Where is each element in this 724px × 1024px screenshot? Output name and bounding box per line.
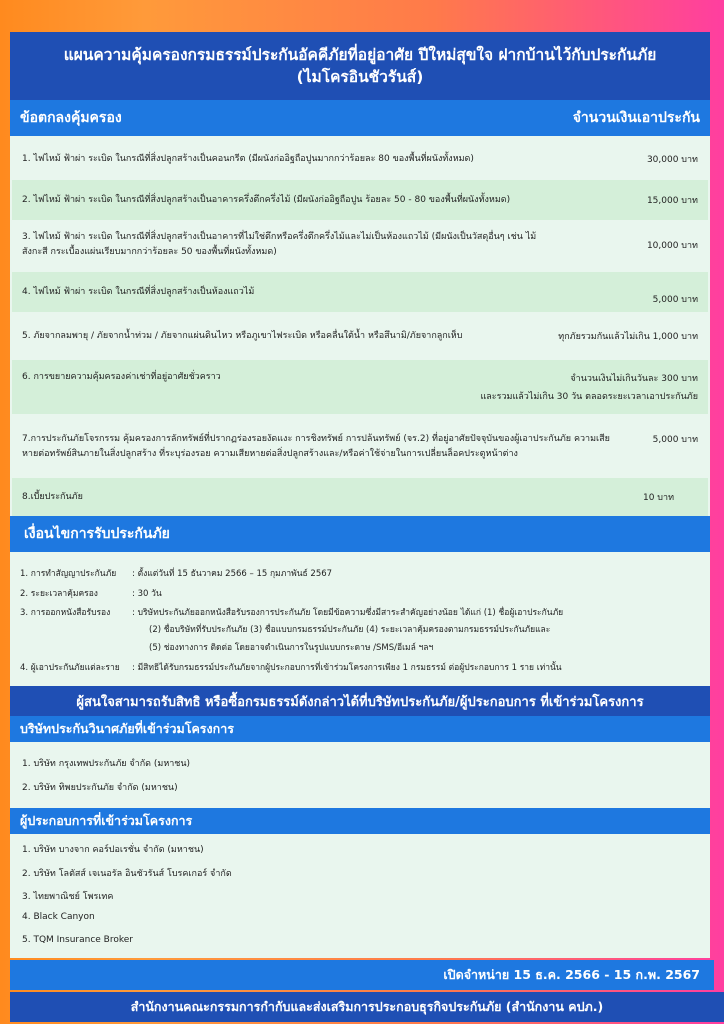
coverage-amount: 10 บาท [642, 493, 674, 503]
condition-item-3-cont-1: (2) ชื่อบริษัทที่รับประกันภัย (3) ชื่อแบบกรมธรรม์ประกันภัย (4) ระยะเวลาคุ้มครองตามกรมธรรม์ประกันภัยและ [149, 625, 551, 635]
condition-value: : 30 วัน [132, 589, 162, 599]
condition-item-1 [20, 566, 332, 580]
insurers-list [12, 742, 708, 804]
condition-label: 2. ระยะเวลาคุ้มครอง [20, 589, 98, 599]
list-item: 4. Black Canyon [22, 912, 95, 922]
condition-item-4 [20, 660, 562, 674]
list-item: 3. ไทยพาณิชย์ โพรเทค [22, 892, 114, 902]
office-name: สำนักงานคณะกรรมการกำกับและส่งเสริมการประกอบธุรกิจประกันภัย (สำนักงาน คปภ.) [10, 992, 724, 1022]
coverage-row-1 [12, 138, 708, 180]
list-item: 1. บริษัท กรุงเทพประกันภัย จำกัด (มหาชน) [22, 759, 191, 769]
coverage-row-7 [12, 416, 708, 478]
title-line-2: (ไมโครอินชัวรันส์) [296, 68, 424, 86]
list-item: 2. บริษัท ทิพยประกันภัย จำกัด (มหาชน) [22, 783, 178, 793]
condition-item-2 [20, 586, 162, 600]
coverage-text: 7.การประกันภัยโจรกรรม คุ้มครองการลักทรัพย์ที่ปรากฏร่องรอยงัดแงะ การชิงทรัพย์ การปล้นทรัพย์ (จร.2) ที่อยู่อาศัยปัจจุบันของผู้เอาประกันภัย ความเสียหายต่อทรัพย์สินภายในสิ่งปลูกสร้าง ที่ระบุร่องรอย ความเสียหายต่อสิ่งปลูกสร้างและ/หรือค่าใช้จ่ายในการเปลี่ยนล็อคประตูหน้าต่าง [22, 434, 610, 459]
conditions-header: เงื่อนไขการรับประกันภัย [10, 516, 710, 552]
operators-header: ผู้ประกอบการที่เข้าร่วมโครงการ [10, 808, 710, 834]
condition-value: : บริษัทประกันภัยออกหนังสือรับรองการประกันภัย โดยมีข้อความซึ่งมีสาระสำคัญอย่างน้อย ได้แก่ (1) ชื่อผู้เอาประกันภัย [132, 608, 564, 618]
coverage-amount: จำนวนเงินไม่เกินวันละ 300 บาท [570, 374, 698, 384]
list-item: 2. บริษัท โลตัสส์ เจเนอรัล อินชัวรันส์ โบรคเกอร์ จำกัด [22, 869, 232, 879]
condition-label: 1. การทำสัญญาประกันภัย [20, 569, 117, 579]
coverage-row-8 [12, 478, 708, 516]
coverage-text: 8.เบี้ยประกันภัย [22, 491, 83, 502]
coverage-amount: 5,000 บาท [652, 295, 698, 305]
coverage-row-4 [12, 272, 708, 312]
sale-period: เปิดจำหน่าย 15 ธ.ค. 2566 - 15 ก.พ. 2567 [10, 960, 714, 990]
coverage-text: 5. ภัยจากลมพายุ / ภัยจากน้ำท่วม / ภัยจากแผ่นดินไหว หรือภูเขาไฟระเบิด หรือคลื่นใต้น้ำ หรือสึนามิ/ภัยจากลูกเห็บ [22, 330, 463, 341]
coverage-amount: ทุกภัยรวมกันแล้วไม่เกิน 1,000 บาท [558, 332, 698, 342]
page-title [10, 32, 710, 100]
list-item: 1. บริษัท บางจาก คอร์ปอเรชั่น จำกัด (มหาชน) [22, 845, 204, 855]
coverage-amount-note: และรวมแล้วไม่เกิน 30 วัน ตลอดระยะเวลาเอาประกันภัย [480, 392, 698, 402]
coverage-text: 1. ไฟไหม้ ฟ้าผ่า ระเบิด ในกรณีที่สิ่งปลูกสร้างเป็นคอนกรีต (มีผนังก่ออิฐถือปูนมากกว่าร้อยละ 80 ของพื้นที่ผนังทั้งหมด) [22, 153, 474, 164]
participation-notice: ผู้สนใจสามารถรับสิทธิ หรือซื้อกรมธรรม์ดังกล่าวได้ที่บริษัทประกันภัย/ผู้ประกอบการ ที่เข้าร่วมโครงการ [10, 686, 710, 716]
coverage-header-right: จำนวนเงินเอาประกัน [572, 110, 700, 126]
coverage-header-left: ข้อตกลงคุ้มครอง [20, 110, 122, 126]
title-line-1: แผนความคุ้มครองกรมธรรม์ประกันอัคคีภัยที่อยู่อาศัย ปีใหม่สุขใจ ฝากบ้านไว้กับประกันภัย [63, 46, 657, 64]
coverage-text: 3. ไฟไหม้ ฟ้าผ่า ระเบิด ในกรณีที่สิ่งปลูกสร้างเป็นอาคารที่ไม่ใช่ตึกหรือครึ่งตึกครึ่งไม้และไม่เป็นห้องแถวไม้ (มีผนังเป็นวัสดุอื่นๆ เช่น ไม้ สังกะสี กระเบื้องแผ่นเรียบมากกว่าร้อยละ 50 ของพื้นที่ผนังทั้งหมด) [22, 232, 537, 257]
list-item: 5. TQM Insurance Broker [22, 935, 133, 945]
coverage-header [10, 100, 710, 136]
coverage-text: 4. ไฟไหม้ ฟ้าผ่า ระเบิด ในกรณีที่สิ่งปลูกสร้างเป็นห้องแถวไม้ [22, 286, 255, 297]
coverage-row-2 [12, 180, 708, 220]
coverage-amount: 30,000 บาท [646, 155, 698, 165]
coverage-text: 2. ไฟไหม้ ฟ้าผ่า ระเบิด ในกรณีที่สิ่งปลูกสร้างเป็นอาคารครึ่งตึกครึ่งไม้ (มีผนังก่ออิฐถือปูน ร้อยละ 50 - 80 ของพื้นที่ผนังทั้งหมด) [22, 194, 511, 205]
condition-item-3-cont-2: (5) ช่องทางการ ติดต่อ โดยอาจดำเนินการในรูปแบบกระดาษ /SMS/อีเมล์ ฯลฯ [149, 643, 434, 653]
condition-value: : ตั้งแต่วันที่ 15 ธันวาคม 2566 – 15 กุมภาพันธ์ 2567 [132, 569, 333, 579]
coverage-row-3 [12, 220, 708, 270]
coverage-text: 6. การขยายความคุ้มครองค่าเช่าที่อยู่อาศัยชั่วคราว [22, 372, 221, 382]
operators-list [12, 834, 708, 958]
insurers-header: บริษัทประกันวินาศภัยที่เข้าร่วมโครงการ [10, 716, 710, 742]
coverage-row-5 [12, 314, 708, 358]
coverage-amount: 5,000 บาท [652, 435, 698, 445]
conditions-list [12, 556, 708, 684]
coverage-amount: 15,000 บาท [646, 196, 698, 206]
condition-label: 4. ผู้เอาประกันภัยแต่ละราย [20, 663, 120, 673]
condition-label: 3. การออกหนังสือรับรอง [20, 608, 111, 618]
condition-value: : มีสิทธิได้รับกรมธรรม์ประกันภัยจากผู้ประกอบการที่เข้าร่วมโครงการเพียง 1 กรมธรรม์ ต่อผู้ประกอบการ 1 ราย เท่านั้น [132, 663, 562, 673]
condition-item-3 [20, 605, 563, 619]
coverage-row-6 [12, 360, 708, 414]
coverage-amount: 10,000 บาท [646, 241, 698, 251]
